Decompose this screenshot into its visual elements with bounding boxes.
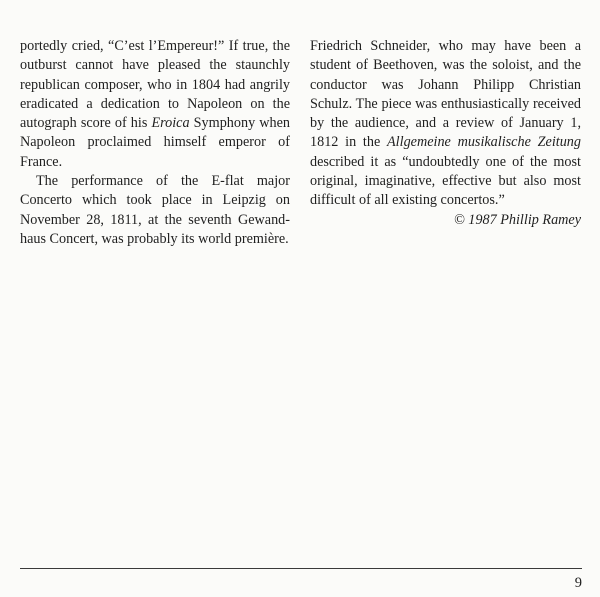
right-column xyxy=(310,37,581,230)
right-paragraph-1-text-a: Friedrich Schneider, who may have been a student of Beethoven, was the soloist, and the conductor was Johann Philipp Christian Schulz. The piece was enthusiastically received by the audience, and a review of January 1, 1812 in the xyxy=(310,38,581,151)
eroica-title: Eroica xyxy=(151,115,190,132)
footer-rule xyxy=(20,568,582,569)
right-paragraph-1-text-b: described it as “undoubtedly one of the most original, imaginative, effective but also most difficult of all existing concertos.” xyxy=(310,153,581,209)
left-paragraph-1 xyxy=(20,37,290,172)
left-paragraph-1-text-b: Symphony when Napoleon proclaimed himself emperor of France. xyxy=(20,115,290,170)
author-credit: © 1987 Phillip Ramey xyxy=(453,211,581,228)
page-number: 9 xyxy=(574,575,582,591)
right-paragraph-1 xyxy=(310,37,581,211)
left-paragraph-2: The performance of the E-flat major Concerto which took place in Leipzig on November 28, 1811, at the seventh Gewandhaus Concert, was probably its world première. xyxy=(20,173,290,247)
left-paragraph-1-text-a: portedly cried, “C’est l’Empereur!” If true, the outburst cannot have pleased the staunchly republican composer, who in 1804 had angrily eradicated a dedication to Napoleon on the autograph score of his xyxy=(20,38,290,132)
left-column xyxy=(20,37,290,249)
journal-title: Allgemeine musikalische Zeitung xyxy=(387,134,581,151)
